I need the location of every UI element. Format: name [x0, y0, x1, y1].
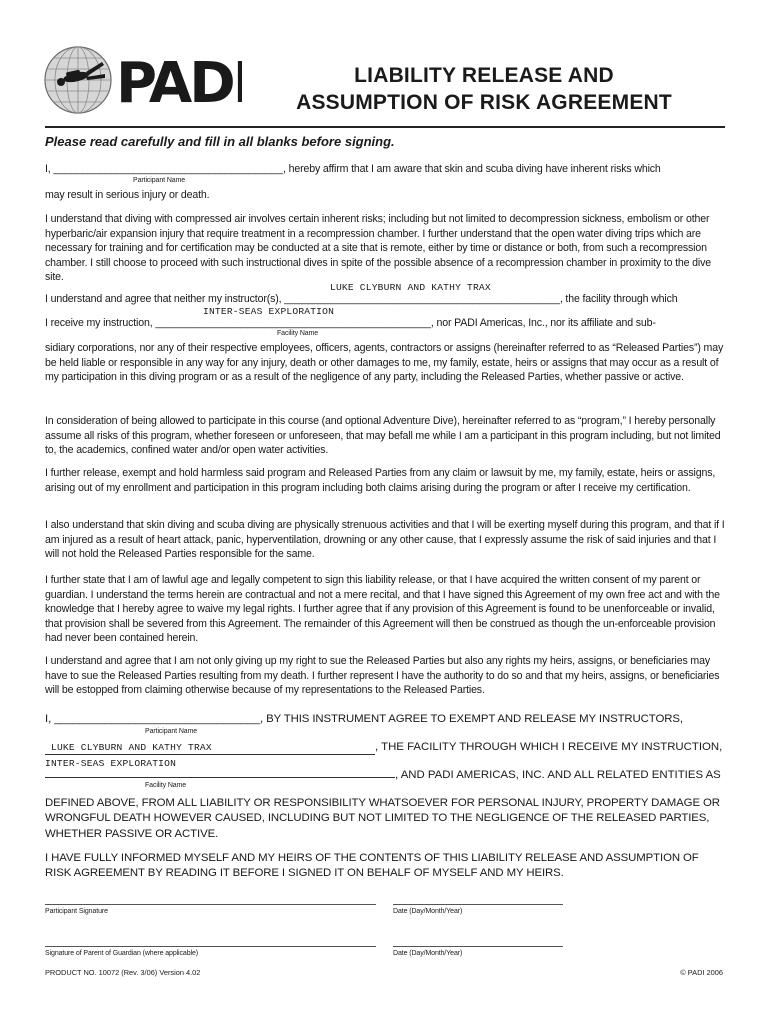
defined-paragraph: DEFINED ABOVE, FROM ALL LIABILITY OR RESPONSIBILITY WHATSOEVER FOR PERSONAL INJURY, PROPERTY DAMAGE OR WRONGFUL DEATH HOWEVER CAUSED, INCLUDING BUT NOT LIMITED TO THE NEGLIGENCE OF THE RELEASED PARTIES, WHETHER PASSIVE OR ACTIVE. — [45, 797, 720, 840]
instrument-instructors-value: LUKE CLYBURN AND KATHY TRAX — [51, 742, 212, 753]
title-line-2: ASSUMPTION OF RISK AGREEMENT — [296, 91, 672, 114]
product-number: PRODUCT NO. 10072 (Rev. 3/06) Version 4.02 — [45, 968, 201, 977]
heirs-paragraph: I understand and agree that I am not only giving up my right to sue the Released Parties but also any rights my heirs, assigns, or beneficiaries may have to sue the Released Parties resulting from my death. I further represent I have the authority to do so and that my heirs, assigns, or beneficiaries will be estopped from claiming otherwise because of my representations to the Released Parties. — [45, 655, 720, 697]
instrument-line-1: I, _________________________________, BY THIS INSTRUMENT AGREE TO EXEMPT AND RELEASE MY INSTRUCTORS, — [45, 713, 683, 725]
parent-signature-label: Signature of Parent of Guardian (where applicable) — [45, 950, 198, 957]
affirm-line-2: may result in serious injury or death. — [45, 189, 210, 201]
instrument-facility-field[interactable] — [45, 766, 395, 778]
affirm-line: I, ________________________________________, hereby affirm that I am aware that skin and scuba diving have inherent risks which — [45, 163, 661, 175]
subsidiary-paragraph: sidiary corporations, nor any of their respective employees, officers, agents, contractors or assigns (hereinafter referred to as “Released Parties”) may be held liable or responsible in any way for any injury, death or other damages to me, my family, estate, heirs or assigns that may occur as a result of my participation in this diving program or as a result of the negligence of any party, including the Released Parties, whether passive or active. — [45, 342, 724, 384]
instrument-line-2-text: , THE FACILITY THROUGH WHICH I RECEIVE MY INSTRUCTION, — [375, 741, 723, 753]
instrument-participant-caption: Participant Name — [145, 728, 198, 735]
date-label-2: Date (Day/Month/Year) — [393, 950, 463, 957]
header-rule — [45, 126, 725, 128]
date-line-2[interactable] — [393, 946, 563, 947]
instrument-line-2 — [45, 740, 735, 755]
instructors-line: I understand and agree that neither my instructor(s), ________________________________________________, the facility through which — [45, 293, 678, 305]
participant-signature-label: Participant Signature — [45, 908, 108, 915]
instrument-facility-value[interactable]: INTER-SEAS EXPLORATION — [45, 758, 177, 769]
strenuous-paragraph: I also understand that skin diving and scuba diving are physically strenuous activities and that I will be exerting myself during this program, and that if I am injured as a result of heart attack, panic, hyperventilation, drowning or any other cause, that I expressly assume the risk of said injuries and that I will not hold the Released Parties responsible for the same. — [45, 519, 725, 561]
facility-field[interactable]: INTER-SEAS EXPLORATION — [203, 306, 335, 317]
date-label-1: Date (Day/Month/Year) — [393, 908, 463, 915]
legal-age-paragraph: I further state that I am of lawful age and legally competent to sign this liability release, or that I have acquired the written consent of my parent or guardian. I understand the terms herein are contractual and not a mere recital, and that I have signed this Agreement of my own free act and with the knowledge that I hereby agree to waive my legal rights. I further agree that if any provision of this Agreement is found to be unenforceable or invalid, that provision shall be severed from this Agreement. The remainder of this Agreement will then be construed as though the un-enforceable provision had never been contained herein. — [45, 574, 720, 645]
facility-name-caption: Facility Name — [277, 330, 319, 337]
instructors-field[interactable]: LUKE CLYBURN AND KATHY TRAX — [330, 282, 491, 293]
instrument-instructors-field[interactable] — [45, 741, 375, 755]
instrument-facility-caption: Facility Name — [145, 782, 187, 789]
svg-text:PADI: PADI — [116, 51, 242, 116]
copyright: © PADI 2006 — [680, 968, 723, 977]
consideration-paragraph: In consideration of being allowed to participate in this course (and optional Adventure Dive), hereinafter referred to as “program,” I hereby personally assume all risks of this program, whether foreseen or unforeseen, that may befall me while I am a participant in this program including, but not limited to, the academics, confined water and/or open water activities. — [45, 415, 721, 457]
instructions-heading: Please read carefully and fill in all blanks before signing. — [45, 134, 395, 149]
instrument-line-3-text: , AND PADI AMERICAS, INC. AND ALL RELATED ENTITIES AS — [395, 769, 721, 781]
date-line-1[interactable] — [393, 904, 563, 905]
document-title — [250, 62, 718, 116]
instrument-line-3 — [45, 766, 735, 783]
release-paragraph: I further release, exempt and hold harmless said program and Released Parties from any claim or lawsuit by me, my family, estate, heirs or assigns, arising out of my enrollment and participation in this program including both claims arising during the program or after I receive my certification. — [45, 467, 716, 494]
participant-signature-line[interactable] — [45, 904, 376, 905]
facility-line: I receive my instruction, ________________________________________________, nor PADI Americas, Inc., nor its affiliate and sub- — [45, 317, 656, 329]
compressed-air-paragraph: I understand that diving with compressed air involves certain inherent risks; including but not limited to decompression sickness, embolism or other hyperbaric/air expansion injury that require treatment in a recompression chamber. I further understand that the open water diving trips which are necessary for training and for certification may be conducted at a site that is remote, either by time or distance or both, from such a recompression chamber. I still choose to proceed with such instructional dives in spite of the possible absence of a recompression chamber in proximity to the dive site. — [45, 213, 712, 284]
informed-paragraph: I HAVE FULLY INFORMED MYSELF AND MY HEIRS OF THE CONTENTS OF THIS LIABILITY RELEASE AND ASSUMPTION OF RISK AGREEMENT BY READING IT BEFORE I SIGNED IT ON BEHALF OF MYSELF AND MY HEIRS. — [45, 852, 699, 880]
padi-logo — [42, 44, 242, 116]
participant-name-caption: Participant Name — [133, 177, 186, 184]
globe-diver-icon — [42, 44, 242, 116]
parent-signature-line[interactable] — [45, 946, 376, 947]
title-line-1: LIABILITY RELEASE AND — [354, 64, 614, 87]
